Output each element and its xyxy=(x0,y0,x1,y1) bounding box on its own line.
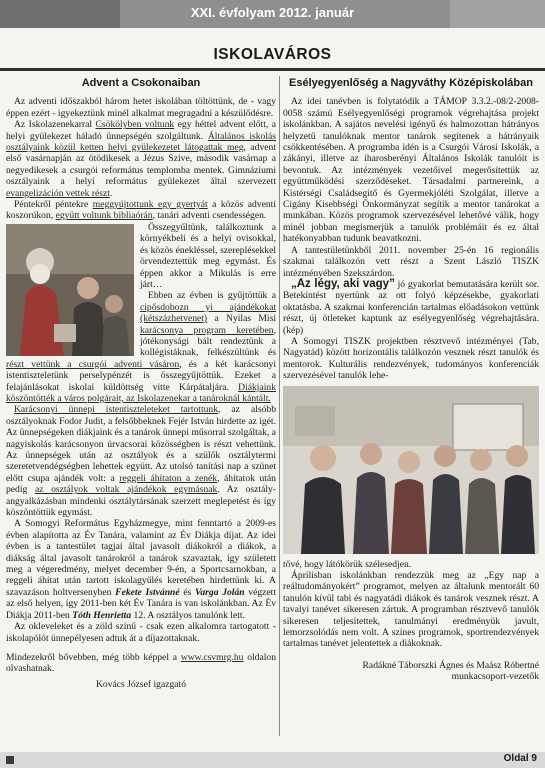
right-signature-role: munkacsoport-vezetők xyxy=(451,671,539,683)
right-paragraph-1: Az idei tanévben is folytatódik a TÁMOP 3.3.2.-08/2-2008-0058 számú Esélyegyenlőségi programok végrehajtása projekt iskolánkban. A sajátos nevelési igényű és halmozottan hátrányos helyzetű tanulóknak mentor tanárok segítenek a hátrányaik csökkentésében. A programba idén is a Csurgói Városi Iskolák, a zákányi, illetve az iharosberényi Általános Iskolák tanulóit is bevontuk. Az intézmények vezetőivel megerősítettük az együttműködési szerződéseket. Társadalmi partnereink, a Kistérségi Családsegítő és Gyermekjóléti Szolgálat, illetve a Cigány Kisebbségi Önkormányzat segítik a mentor tanárokat a munkában. Közös programok szervezésével lehetővé válik, hogy minél jobban megismerjük a tanulók problémáit és ez által hatékonyabban tudunk beavatkozni. xyxy=(283,96,539,245)
right-paragraph-5: tővé, hogy látókörük szélesedjen. xyxy=(283,558,412,570)
right-paragraph-2: A tantestületünkből 2011. november 25-én 16 regionális szakmai találkozón vett részt a Szent László TISZK intézményében Szekszárdon. xyxy=(283,244,539,279)
link-osztalyok[interactable]: Általános iskolás osztályaink közül ketten helyi gyülekezetet látogattak meg xyxy=(6,130,277,154)
right-paragraph-6: Áprilisban iskolánkban rendezzük meg az „Egy nap a reáltudományokért” programot, melyen az általunk mentorált 60 tanulón kívül tabi és nagyatádi diákok és tanárok vesznek részt. A tavalyi tanévet sikeresen zártuk. A programban résztvevő tanulók sikeresen teljesítettek, tanulmányi eredményük javult, lemorzsolódás nem volt. A színes programok, sportrendezvények tartalmas tanévet jelentettek a diákoknak. xyxy=(283,569,539,650)
left-paragraph-8: Az okleveleket és a zöld színű - csak ezen alkalomra tartogatott - iskolapólót ünnepélyesen adtuk át a díjazottaknak. xyxy=(6,621,276,644)
link-istentisztelet[interactable]: Karácsonyi ünnepi istentiszteleteket tartottunk xyxy=(14,404,219,416)
conference-photo xyxy=(283,386,539,554)
left-article-heading: Advent a Csokonaiban xyxy=(81,77,201,89)
link-kantalas[interactable]: Diákjaink köszöntötték a város polgárait, az Iskolazenekar a tanároknál kántált. xyxy=(6,381,276,404)
title-rule xyxy=(0,68,545,71)
link-ajandekok[interactable]: az osztályok voltak ajándékok egymásnak xyxy=(34,484,218,496)
left-author: Kovács József igazgató xyxy=(95,678,187,690)
quote-title: „Az légy, aki vagy” xyxy=(291,277,395,290)
link-vasar[interactable]: részt vettünk a csurgói adventi vásáron xyxy=(6,358,180,370)
right-article xyxy=(283,78,539,683)
section-title: ISKOLAVÁROS xyxy=(213,46,332,63)
footer-bar xyxy=(0,752,545,768)
link-ahitat-zene[interactable]: reggeli áhítaton a zenék xyxy=(119,472,218,484)
left-paragraph-4: Összegyűltünk, találkoztunk a környékbeli és a helyi ovisokkal, és közös énekléssel, szereplésekkel örvendeztettük meg egymást. És éppen akkor a Mikulás is erre járt… xyxy=(140,221,276,290)
link-csokoly[interactable]: Csökölyben voltunk xyxy=(95,119,175,131)
left-paragraph-1: Az adventi időszakból három hetet iskolában töltöttünk, de - vagy éppen ezért - igyekeztünk minél alkalmat megragadni a készülődésre. xyxy=(6,96,276,119)
left-paragraph-9: Mindezekről bővebben, még több képpel a www.csvmrg.hu oldalon olvashatnak. xyxy=(6,651,276,675)
link-evangelizacio[interactable]: evangelizáción vettek részt xyxy=(6,187,110,199)
link-cipodoboz[interactable]: cipősdobozn yi ajándékokat (kétszázhetvenet) xyxy=(140,301,276,325)
right-article-heading: Esélyegyenlőség a Nagyváthy Középiskolában xyxy=(289,77,533,89)
right-paragraph-3: „Az légy, aki vagy” jó gyakorlat bemutatására került sor. Betekintést nyertünk az ott folyó képzésekbe, gyakorlati oktatásba. A szakmai konferencián tartalmas előadásokon vettünk részt, új ötleteket kaptunk az esélyegyenlőség végrehajtására. (kép) xyxy=(283,277,539,336)
left-article xyxy=(6,78,276,690)
right-paragraph-4: A Somogyi TISZK projektben résztvevő intézményei (Tab, Nagyatád) között horizontális találkozón vesznek részt tanulók és mentorok. Kulturális rendezvények, tudományos konferenciák szervezésével tanulók lehe- xyxy=(283,335,539,382)
link-gyertya[interactable]: meggyújtottunk egy gyertyát xyxy=(92,199,208,211)
link-bibliaora[interactable]: együtt voltunk bibliaórán xyxy=(55,210,153,222)
issue-label: XXI. évfolyam 2012. január xyxy=(190,5,355,20)
column-divider xyxy=(279,76,280,736)
link-nyilas-misi[interactable]: karácsonya program keretében xyxy=(140,324,274,336)
link-website[interactable]: www.csvmrg.hu xyxy=(180,651,244,663)
left-paragraph-6: Karácsonyi ünnepi istentiszteleteket tartottunk, az alsóbb osztályoknak Fodor Judit, a felsőbbeknek Fejér István hirdette az igét. Az ünnepségeken diákjaink és a tanárok ünnepi műsorral szolgáltak, a nagyiskolás karácsonyon úrvacsorai közösségben is részt vehettünk. Az ünnepségek után az osztályok és a szülők osztálytermi szeretetvendégségben lehettek együtt. Az utolsó tanítási nap a szünet előtt csupa ajándék volt: a reggeli áhítaton a zenék, áhítatok után pedig az osztályok voltak ajándékok egymásnak. Az osztály-angyalkázásban mindenki osztálytársának szerzett meglepetést és így köszöntöttük egymást. xyxy=(6,404,276,519)
right-signature-names: Radákné Táborszki Ágnes és Maász Róbertné xyxy=(362,659,539,671)
footer-square-icon xyxy=(6,756,14,764)
left-paragraph-5: Ebben az évben is gyűjtöttük a cipősdobozn yi ajándékokat (kétszázhetvenet) a Nyilas Misi karácsonya program keretében, jótékonysági bált rendeztünk a kollégistáknak, felkészültünk és részt vettünk a csurgói adventi vásáron, és a két karácsonyi istentiszteletünk perselypénzét is összegyűjtöttük. Ezeket a felajánlásokat iskolai küldöttség vitte Kárpátaljára. Diákjaink köszöntötték a város polgárait, az Iskolazenekar a tanároknál kántált. xyxy=(6,290,276,404)
page-number: Oldal 9 xyxy=(503,753,537,764)
left-paragraph-7: A Somogyi Református Egyházmegye, mint fenntartó a 2009-es évben alapította az Év Tanára, valamint az Év Diákja díjat. Az idei évben is a tantestület tagjai által javasolt diákokról a diákok, a diákság által javasolt tanárokról a tanárok szavaztak, így született meg a végeredmény, melyet december 9-én, a Sportcsarnokban, a reggeli áhítat után tartott iskolagyűlés keretében hirdettünk ki. A szavazáson holtversenyben Fekete Istvánné és Varga Jolán végzett az első helyen, így 2011-ben két Év Tanára is van iskolánkban. Az Év Diákja 2011-ben Tóth Henrietta 12. A osztályos tanulónk lett. xyxy=(6,518,277,621)
left-paragraph-2: Az Iskolazenekarral Csökölyben voltunk egy héttel advent előtt, a helyi gyülekezet háladó ünnepségén szolgáltunk. Általános iskolás osztályaink közül ketten helyi gyülekezetet látogattak meg, advent első vasárnapján az ötödikesek a Jézus Szíve, második vasárnap a negyedikesek a csurgói református templomba mentek. Gimnáziumi osztályaink a helyi református gyülekezet által szervezett evangelizáción vettek részt. xyxy=(6,119,277,199)
mikulas-photo xyxy=(6,224,134,356)
left-paragraph-3: Péntekről péntekre meggyújtottunk egy gyertyát a közös adventi koszorúkon, együtt voltunk bibliaórán, tanári adventi csendességen. xyxy=(6,199,277,222)
